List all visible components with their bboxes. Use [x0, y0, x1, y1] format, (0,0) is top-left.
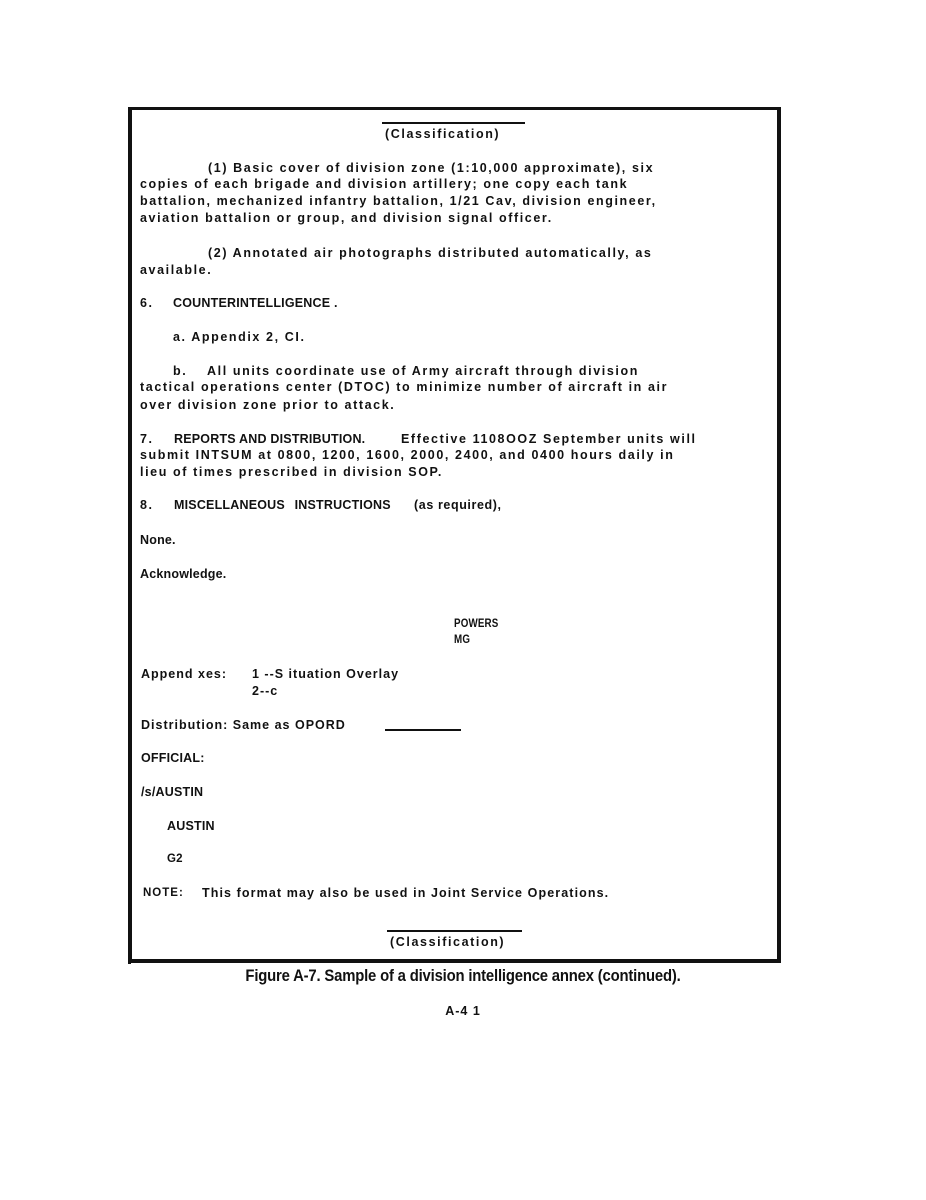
figure-caption: Figure A-7. Sample of a division intelligence annex (continued).	[245, 967, 681, 985]
classification-bottom-rule	[387, 930, 522, 932]
document-frame	[128, 107, 781, 963]
para5-1-line2: copies of each brigade and division artillery; one copy each tank	[140, 177, 629, 191]
para7-line1: Effective 1108OOZ September units will	[401, 432, 697, 446]
signature-rank: MG	[454, 634, 471, 646]
acknowledge-text: Acknowledge.	[140, 567, 227, 581]
page-number: A-4 1	[445, 1004, 481, 1018]
distribution-underline	[385, 729, 461, 731]
austin-name: AUSTIN	[167, 819, 215, 833]
none-text: None.	[140, 533, 176, 547]
note-text: This format may also be used in Joint Service Operations.	[202, 886, 610, 900]
para7-line2: submit INTSUM at 0800, 1200, 1600, 2000, 2400, and 0400 hours daily in	[140, 448, 675, 462]
official-label: OFFICIAL:	[141, 751, 205, 765]
classification-top-rule	[382, 122, 525, 124]
frame-corner-mark	[128, 955, 131, 964]
signed-austin: /s/AUSTIN	[141, 785, 204, 799]
para6-a: a. Appendix 2, CI.	[173, 330, 306, 344]
para7-line3: lieu of times prescribed in division SOP.	[140, 465, 443, 479]
para8-number: 8.	[140, 498, 154, 512]
appendixes-label: Append xes:	[141, 667, 228, 681]
classification-bottom: (Classification)	[390, 935, 506, 949]
para6-b-line1: All units coordinate use of Army aircraft through division	[207, 364, 639, 378]
g2-title: G2	[167, 853, 183, 865]
para8-heading: MISCELLANEOUS INSTRUCTIONS	[174, 498, 391, 512]
para6-heading: COUNTERINTELLIGENCE .	[173, 296, 338, 310]
para8-rest: (as required),	[414, 498, 502, 512]
para7-heading: REPORTS AND DISTRIBUTION.	[174, 432, 366, 446]
note-label: NOTE:	[143, 887, 184, 899]
para7-number: 7.	[140, 432, 154, 446]
appendix-item-2: 2--c	[252, 684, 279, 698]
para6-number: 6.	[140, 296, 154, 310]
distribution-text: Distribution: Same as OPORD	[141, 718, 346, 732]
para5-1-line3: battalion, mechanized infantry battalion, 1/21 Cav, division engineer,	[140, 194, 657, 208]
para5-1-line4: aviation battalion or group, and division signal officer.	[140, 211, 553, 225]
para6-b-label: b.	[173, 364, 188, 378]
para6-b-line2: tactical operations center (DTOC) to minimize number of aircraft in air	[140, 380, 669, 394]
para5-2-line1: (2) Annotated air photographs distributed automatically, as	[208, 246, 653, 260]
classification-top: (Classification)	[385, 127, 501, 141]
para5-2-line2: available.	[140, 263, 213, 277]
para6-b-line3: over division zone prior to attack.	[140, 398, 396, 412]
para5-1-line1: (1) Basic cover of division zone (1:10,000 approximate), six	[208, 161, 655, 175]
signature-name: POWERS	[454, 618, 499, 630]
appendix-item-1: 1 --S ituation Overlay	[252, 667, 400, 681]
